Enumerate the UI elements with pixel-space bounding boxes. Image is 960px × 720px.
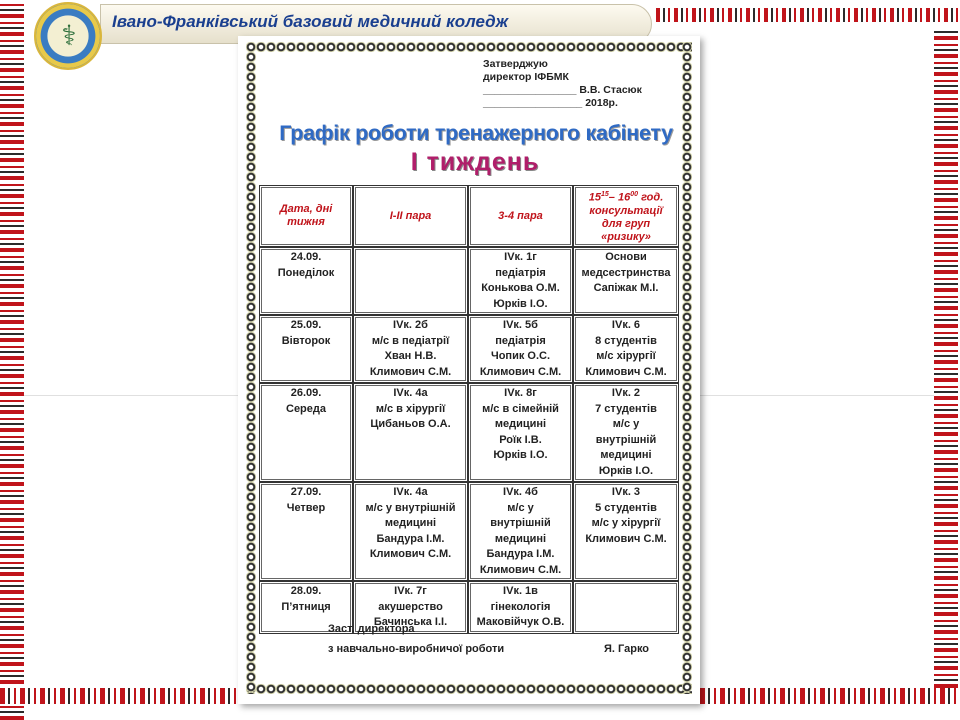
cell-text: Климович С.М. [479, 563, 562, 576]
cell-text: медицині [494, 532, 547, 545]
cell-text: м/с хірургії [596, 350, 656, 362]
date-day: Середа [286, 402, 326, 415]
cell-text: медсестринства [581, 266, 671, 279]
date-date: 26.09. [290, 387, 322, 399]
cell-text: Бачинська І.І. [373, 616, 448, 628]
cell-text: Основи [605, 251, 647, 263]
cell-text: Климович С.М. [369, 548, 452, 560]
cell-text: Маковійчук О.В. [476, 616, 565, 628]
cell-text: ІVк. 3 [611, 486, 641, 498]
pair12-cell [353, 315, 468, 383]
pair34-cell [468, 247, 573, 315]
cell-text: Климович С.М. [369, 365, 452, 378]
cell-text: ІVк. 6 [611, 319, 641, 331]
table-row [259, 383, 679, 482]
cell-text: ІVк. 2б [393, 319, 428, 331]
consult-cell [573, 383, 679, 482]
cell-text: 8 студентів [595, 334, 657, 347]
date-date: 28.09. [290, 585, 322, 597]
cell-text: акушерство [378, 600, 443, 613]
pair12-cell [353, 482, 468, 581]
cell-text: 5 студентів [595, 501, 657, 514]
cell-text: Климович С.М. [585, 532, 667, 545]
cell-text: 7 студентів [595, 402, 657, 415]
approval-line: директор ІФБМК [483, 71, 569, 83]
chain-border-bottom [246, 684, 692, 694]
date-cell [259, 383, 353, 482]
cell-text: ІVк. 5б [503, 319, 538, 331]
date-day: Вівторок [281, 334, 331, 347]
cell-text: м/с в хірургії [375, 402, 446, 415]
cell-text: внутрішній [595, 433, 657, 446]
chain-border-left [246, 42, 256, 694]
cell-text: ІVк. 2 [611, 387, 641, 399]
header-date: Дата, дні тижня [259, 185, 353, 247]
cell-text: внутрішній [490, 517, 551, 529]
consult-cell [573, 581, 679, 634]
document-title: Графік роботи тренажерного кабінету [279, 121, 673, 145]
approval-line: _________________ 2018р. [483, 97, 618, 109]
cell-text: педіатрія [495, 334, 546, 347]
table-row [259, 482, 679, 581]
cell-text: медицині [494, 418, 547, 430]
cell-text: педіатрія [495, 266, 546, 279]
approval-line: ________________ В.В. Стасюк [483, 84, 642, 96]
cell-text: м/с у внутрішній [365, 501, 456, 514]
schedule-table [259, 185, 679, 634]
cell-text: Юрків І.О. [598, 464, 654, 477]
table-row [259, 315, 679, 383]
date-cell [259, 247, 353, 315]
consult-cell [573, 315, 679, 383]
pair34-cell [468, 482, 573, 581]
cell-text: м/с в сімейній [482, 402, 559, 415]
pair34-cell [468, 383, 573, 482]
cell-text: ІVк. 4а [393, 486, 428, 498]
date-day: Четвер [286, 501, 326, 514]
cell-text: ІVк. 4б [503, 486, 538, 498]
college-name: Івано-Франківський базовий медичний коледж [112, 12, 509, 31]
frame-line [24, 395, 238, 396]
college-logo-icon: ⚕ [34, 2, 102, 70]
cell-text: Климович С.М. [585, 365, 667, 378]
chain-border-right [682, 42, 692, 694]
signature-block [328, 619, 504, 659]
cell-text: Цибаньов О.А. [370, 418, 451, 430]
cell-text: Конькова О.М. [481, 282, 560, 294]
cell-text: м/с в педіатрії [371, 334, 450, 347]
date-date: 25.09. [290, 319, 322, 331]
cell-text: ІVк. 1г [504, 251, 537, 263]
header-pair-1-2: І-ІІ пара [353, 185, 468, 247]
approval-block [483, 58, 642, 110]
table-header-row [259, 185, 679, 247]
cell-text: м/с у [507, 501, 534, 514]
consult-cell [573, 482, 679, 581]
cell-text: ІVк. 1в [503, 585, 538, 597]
date-day: Понеділок [277, 266, 335, 279]
signature-name: Я. Гарко [604, 643, 650, 655]
cell-text: Роїк І.В. [499, 433, 542, 446]
frame-line [700, 395, 934, 396]
date-cell [259, 482, 353, 581]
consult-cell [573, 247, 679, 315]
cell-text: Бандура І.М. [486, 548, 555, 560]
cell-text: Бандура І.М. [376, 532, 445, 545]
signature-position: з навчально-виробничої роботи [328, 643, 505, 655]
cell-text: Юрків І.О. [493, 449, 548, 461]
cell-text: ІVк. 4а [393, 387, 428, 399]
cell-text: Чопик О.С. [490, 350, 551, 362]
date-date: 24.09. [290, 251, 322, 263]
embroidery-border-left [0, 0, 24, 720]
cell-text: медицині [600, 449, 652, 461]
date-day: П’ятниця [281, 600, 331, 613]
header-consult: $15^{15}-$ $16^{00}$ год. консультації для груп «ризику» [573, 185, 679, 247]
pair12-cell [353, 383, 468, 482]
cell-text: гінекологія [490, 600, 551, 613]
week-label: І тиждень [410, 148, 540, 176]
embroidery-border-right [934, 28, 958, 688]
signature-title: Заст. директора [328, 623, 415, 635]
cell-text: м/с у [612, 418, 640, 430]
cell-text: м/с у хірургії [591, 517, 661, 529]
embroidery-border-top [656, 8, 958, 22]
table-row [259, 247, 679, 315]
cell-text: ІVк. 8г [504, 387, 537, 399]
chain-border-top [246, 42, 692, 52]
cell-text: Сапіжак М.І. [593, 282, 659, 294]
header-pair-3-4: 3-4 пара [468, 185, 573, 247]
pair12-cell [353, 247, 468, 315]
date-date: 27.09. [290, 486, 322, 498]
cell-text: Хван Н.В. [384, 350, 437, 362]
pair34-cell [468, 315, 573, 383]
cell-text: ІVк. 7г [394, 585, 427, 597]
cell-text: Юрків І.О. [493, 297, 548, 310]
cell-text: медицині [384, 517, 437, 529]
date-cell [259, 315, 353, 383]
approval-line: Затверджую [483, 58, 548, 70]
cell-text: Климович С.М. [479, 365, 562, 378]
